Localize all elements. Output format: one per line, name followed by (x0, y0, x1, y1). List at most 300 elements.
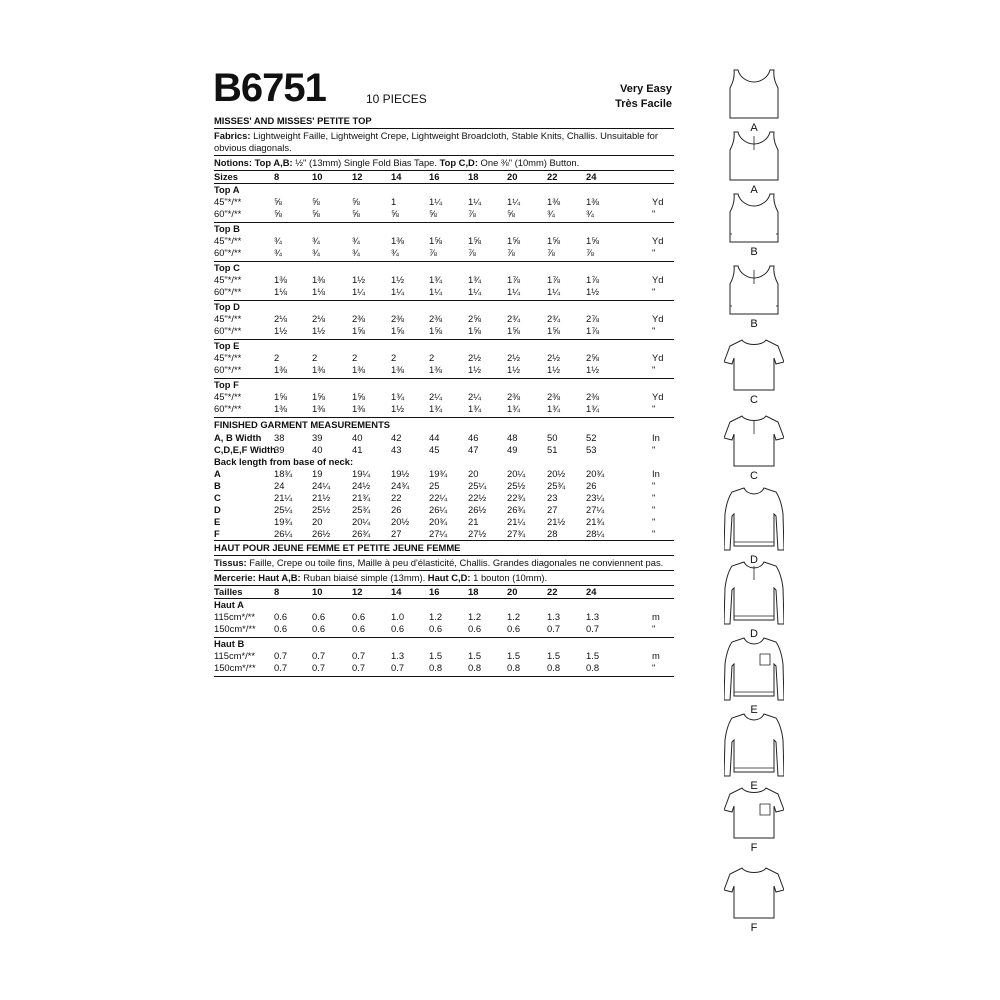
cell: 39 (274, 444, 285, 455)
cell: ⅝ (391, 208, 399, 219)
cell: ¾ (352, 235, 360, 246)
row-label: 60"*/** (214, 403, 242, 414)
cell: ⅝ (507, 208, 515, 219)
mercerie-label-2: Haut C,D: (427, 572, 471, 583)
cell: 25½ (312, 504, 331, 515)
row-label: C (214, 492, 221, 503)
cell: 26¼ (429, 504, 448, 515)
cell: 1⅝ (352, 391, 366, 402)
cell: ⅝ (429, 208, 437, 219)
cell: 1¾ (547, 403, 561, 414)
row-label: 150cm*/** (214, 662, 256, 673)
view-group-label: Haut B (214, 638, 245, 649)
cell: ⅞ (468, 247, 476, 258)
cell: 0.6 (352, 623, 366, 634)
cell: 39 (312, 432, 323, 443)
cell: 42 (391, 432, 402, 443)
cell: 1⅜ (312, 274, 326, 285)
row-label: 60"*/** (214, 208, 242, 219)
unit-cell: m (652, 650, 660, 661)
pieces-count: 10 PIECES (366, 92, 427, 106)
table-row (214, 492, 674, 504)
cell: 20¼ (507, 468, 526, 479)
cell: 2½ (547, 352, 561, 363)
row-label: B (214, 480, 221, 491)
cell: 1½ (391, 274, 405, 285)
cell: 19¾ (274, 516, 293, 527)
cell: 1⅝ (352, 325, 366, 336)
cell: 27¼ (429, 528, 448, 539)
view-letter: A (750, 122, 758, 134)
cell: 1⅜ (391, 235, 405, 246)
cell: 1⅛ (312, 286, 326, 297)
table-row (214, 444, 674, 456)
sizes-row (214, 586, 674, 598)
fabrics-label: Fabrics: (214, 130, 251, 141)
row-label: 45"*/** (214, 391, 242, 402)
row-label: 45"*/** (214, 352, 242, 363)
cell: ⅝ (352, 208, 360, 219)
cell: ¾ (312, 235, 320, 246)
cell: 19 (312, 468, 323, 479)
cell: 0.8 (586, 662, 600, 673)
cell: 1¾ (586, 403, 600, 414)
cell: 20½ (391, 516, 410, 527)
size-cell: 18 (468, 586, 479, 597)
cell: 1.5 (468, 650, 482, 661)
view-group-label: Top C (214, 262, 240, 273)
cell: ⅝ (274, 208, 282, 219)
cell: 1.2 (507, 611, 521, 622)
cell: 21¾ (352, 492, 371, 503)
table-row (214, 286, 674, 298)
garment-sketch (724, 336, 784, 412)
view-group-label: Top D (214, 301, 240, 312)
cell: 1¼ (507, 286, 521, 297)
cell: 20 (468, 468, 479, 479)
size-cell: 14 (391, 171, 402, 182)
cell: 1½ (312, 325, 326, 336)
cell: 1¼ (468, 286, 482, 297)
table-row (214, 208, 674, 220)
table-row (214, 480, 674, 492)
cell: 0.7 (352, 662, 366, 673)
cell: 2¾ (507, 313, 521, 324)
notions-en (214, 156, 674, 170)
size-cell: 10 (312, 586, 323, 597)
cell: 27½ (468, 528, 487, 539)
unit-cell: " (652, 528, 656, 539)
section-title-en: MISSES' AND MISSES' PETITE TOP (214, 115, 372, 126)
unit-cell: " (652, 504, 656, 515)
cell: 2⅜ (507, 391, 521, 402)
mercerie-fr (214, 571, 674, 585)
cell: 1¼ (429, 286, 443, 297)
cell: 0.8 (507, 662, 521, 673)
cell: 38 (274, 432, 285, 443)
cell: 2⅜ (352, 313, 366, 324)
sizes-label: Tailles (214, 586, 243, 597)
cell: 26½ (468, 504, 487, 515)
cell: 2¼ (429, 391, 443, 402)
cell: 1¾ (468, 274, 482, 285)
notions-text-2: One ⅜" (10mm) Button. (477, 157, 580, 168)
cell: ⅝ (312, 196, 320, 207)
cell: 26 (391, 504, 402, 515)
cell: ¾ (352, 247, 360, 258)
cell: 1.5 (586, 650, 600, 661)
row-label: 45"*/** (214, 313, 242, 324)
table-row (214, 623, 674, 635)
cell: 41 (352, 444, 363, 455)
cell: ⅞ (429, 247, 437, 258)
unit-cell: In (652, 468, 660, 479)
view-group-label: Top E (214, 340, 240, 351)
cell: 1⅞ (586, 325, 600, 336)
cell: 18¾ (274, 468, 293, 479)
unit-cell: Yd (652, 391, 664, 402)
yardage-table-en (214, 184, 674, 418)
cell: 1½ (391, 403, 405, 414)
cell: 2⅜ (391, 313, 405, 324)
view-letter: E (750, 704, 758, 716)
unit-cell: " (652, 623, 656, 634)
cell: 2¼ (468, 391, 482, 402)
mercerie-text: Ruban biaisé simple (13mm). (300, 572, 428, 583)
cell: 2¾ (547, 313, 561, 324)
table-row (214, 274, 674, 286)
sizes-label: Sizes (214, 171, 238, 182)
row-label: 45"*/** (214, 196, 242, 207)
cell: 48 (507, 432, 518, 443)
cell: 0.6 (468, 623, 482, 634)
view-letter: D (750, 554, 758, 566)
cell: 25½ (507, 480, 526, 491)
notions-text: ½" (13mm) Single Fold Bias Tape. (292, 157, 440, 168)
cell: 1⅝ (391, 325, 405, 336)
table-row (214, 468, 674, 480)
cell: 26¾ (507, 504, 526, 515)
cell: 19¾ (429, 468, 448, 479)
difficulty-en: Very Easy (620, 83, 672, 95)
row-label: 60"*/** (214, 247, 242, 258)
table-row (214, 403, 674, 415)
cell: 0.6 (274, 623, 288, 634)
cell: 1⅝ (468, 235, 482, 246)
cell: 1¾ (391, 391, 405, 402)
cell: 1⅝ (547, 325, 561, 336)
table-row (214, 516, 674, 528)
cell: 26¾ (352, 528, 371, 539)
cell: 19¼ (352, 468, 371, 479)
unit-cell: Yd (652, 313, 664, 324)
cell: 2 (429, 352, 435, 363)
row-label: C,D,E,F Width (214, 444, 276, 455)
cell: 27¼ (586, 504, 605, 515)
garment-drawing (724, 710, 784, 780)
cell: 1.5 (429, 650, 443, 661)
size-cell: 8 (274, 586, 280, 597)
cell: 21¼ (507, 516, 526, 527)
cell: 1⅜ (352, 403, 366, 414)
row-label: E (214, 516, 221, 527)
view-group-label: Top F (214, 379, 239, 390)
cell: 1⅜ (274, 403, 288, 414)
cell: ⅝ (312, 208, 320, 219)
cell: 2½ (507, 352, 521, 363)
garment-sketch (724, 190, 784, 266)
cell: ⅝ (274, 196, 282, 207)
garment-drawing (724, 558, 784, 628)
cell: 0.7 (391, 662, 405, 673)
width-table (214, 432, 674, 456)
cell: 1⅜ (274, 364, 288, 375)
cell: ¾ (312, 247, 320, 258)
table-row (214, 196, 674, 208)
cell: 51 (547, 444, 558, 455)
cell: ⅞ (468, 208, 476, 219)
tissus-label: Tissus: (214, 557, 247, 568)
cell: 22¾ (507, 492, 526, 503)
size-cell: 8 (274, 171, 280, 182)
size-cell: 20 (507, 171, 518, 182)
cell: 1.0 (391, 611, 405, 622)
unit-cell: " (652, 325, 656, 336)
cell: 53 (586, 444, 597, 455)
cell: 0.7 (312, 662, 326, 673)
cell: 2 (352, 352, 358, 363)
cell: 1¾ (468, 403, 482, 414)
row-label: 60"*/** (214, 325, 242, 336)
view-letter: C (750, 470, 758, 482)
cell: 25¼ (274, 504, 293, 515)
cell: 0.6 (507, 623, 521, 634)
cell: 1⅝ (507, 235, 521, 246)
cell: ⅞ (547, 247, 555, 258)
unit-cell: " (652, 364, 656, 375)
cell: 1¼ (352, 286, 366, 297)
cell: 1⅜ (586, 196, 600, 207)
cell: 1½ (274, 325, 288, 336)
cell: 45 (429, 444, 440, 455)
cell: 0.6 (274, 611, 288, 622)
cell: 19½ (391, 468, 410, 479)
cell: 0.7 (312, 650, 326, 661)
cell: 21¼ (274, 492, 293, 503)
cell: 1⅝ (274, 391, 288, 402)
cell: 1¼ (547, 286, 561, 297)
view-letter: D (750, 628, 758, 640)
table-row (214, 352, 674, 364)
cell: 21½ (312, 492, 331, 503)
unit-cell: In (652, 432, 660, 443)
row-label: F (214, 528, 220, 539)
size-cell: 20 (507, 586, 518, 597)
cell: 0.6 (312, 611, 326, 622)
row-label: 115cm*/** (214, 650, 255, 661)
cell: 26½ (312, 528, 331, 539)
notions-label-2: Top C,D: (439, 157, 478, 168)
cell: 25¾ (547, 480, 566, 491)
cell: 0.7 (547, 623, 561, 634)
cell: 1⅜ (429, 364, 443, 375)
cell: ¾ (547, 208, 555, 219)
back-length-title: Back length from base of neck: (214, 456, 354, 467)
cell: 1⅞ (547, 274, 561, 285)
table-row (214, 364, 674, 376)
view-letter: A (750, 184, 758, 196)
sizes-header-fr (214, 586, 674, 598)
cell: 0.8 (429, 662, 443, 673)
cell: 23 (547, 492, 558, 503)
cell: 1¼ (429, 196, 443, 207)
row-label: 115cm*/** (214, 611, 255, 622)
cell: 26¼ (274, 528, 293, 539)
cell: 2⅜ (547, 391, 561, 402)
size-cell: 18 (468, 171, 479, 182)
cell: 1.2 (468, 611, 482, 622)
size-cell: 16 (429, 171, 440, 182)
finished-title: FINISHED GARMENT MEASUREMENTS (214, 419, 391, 430)
cell: 1½ (547, 364, 561, 375)
cell: 49 (507, 444, 518, 455)
cell: 1.3 (547, 611, 561, 622)
cell: ¾ (391, 247, 399, 258)
cell: 1.3 (391, 650, 405, 661)
cell: 22½ (468, 492, 487, 503)
tissus-fr (214, 556, 674, 570)
cell: 1⅝ (547, 235, 561, 246)
cell: 1⅝ (507, 325, 521, 336)
cell: 21¾ (586, 516, 605, 527)
cell: 1¼ (507, 196, 521, 207)
table-row (214, 662, 674, 674)
row-label: 45"*/** (214, 274, 242, 285)
row-label: A (214, 468, 221, 479)
difficulty-fr: Très Facile (615, 98, 672, 110)
unit-cell: " (652, 662, 656, 673)
section-title-fr: HAUT POUR JEUNE FEMME ET PETITE JEUNE FEMME (214, 542, 461, 553)
unit-cell: " (652, 403, 656, 414)
cell: 2⅛ (274, 313, 288, 324)
cell: 2⅞ (586, 313, 600, 324)
cell: 2 (391, 352, 397, 363)
cell: 1½ (586, 364, 600, 375)
size-cell: 24 (586, 586, 597, 597)
cell: 20 (312, 516, 323, 527)
cell: 1⅜ (547, 196, 561, 207)
table-row (214, 611, 674, 623)
table-row (214, 432, 674, 444)
cell: 24¼ (312, 480, 331, 491)
cell: 27 (391, 528, 402, 539)
unit-cell: " (652, 492, 656, 503)
garment-sketch (724, 262, 784, 338)
row-label: 150cm*/** (214, 623, 256, 634)
cell: 24¾ (391, 480, 410, 491)
cell: 44 (429, 432, 440, 443)
cell: 47 (468, 444, 479, 455)
cell: 1⅛ (274, 286, 288, 297)
cell: 26 (586, 480, 597, 491)
cell: 1¼ (468, 196, 482, 207)
cell: 1⅜ (312, 403, 326, 414)
difficulty (560, 82, 672, 112)
table-row (214, 235, 674, 247)
cell: 2⅜ (429, 313, 443, 324)
cell: 0.6 (312, 623, 326, 634)
view-letter: B (750, 246, 758, 258)
cell: 1⅝ (429, 325, 443, 336)
size-cell: 14 (391, 586, 402, 597)
size-cell: 22 (547, 171, 558, 182)
unit-cell: " (652, 444, 656, 455)
cell: 1.5 (507, 650, 521, 661)
row-label: A, B Width (214, 432, 262, 443)
row-label: 60"*/** (214, 364, 242, 375)
cell: 1½ (507, 364, 521, 375)
cell: 20¼ (352, 516, 371, 527)
cell: 1¾ (429, 274, 443, 285)
cell: 1⅝ (429, 235, 443, 246)
cell: 2⅛ (312, 313, 326, 324)
cell: 1⅝ (586, 235, 600, 246)
cell: 1⅞ (586, 274, 600, 285)
sizes-header-en (214, 171, 674, 183)
unit-cell: Yd (652, 196, 664, 207)
cell: 27 (547, 504, 558, 515)
table-row (214, 313, 674, 325)
cell: 52 (586, 432, 597, 443)
row-label: D (214, 504, 221, 515)
cell: ¾ (274, 235, 282, 246)
cell: ¾ (274, 247, 282, 258)
table-row (214, 504, 674, 516)
row-label: 60"*/** (214, 286, 242, 297)
cell: 2 (274, 352, 280, 363)
cell: 1⅝ (468, 325, 482, 336)
cell: ¾ (586, 208, 594, 219)
table-row (214, 325, 674, 337)
cell: 28¼ (586, 528, 605, 539)
size-cell: 24 (586, 171, 597, 182)
garment-sketch (724, 784, 784, 860)
cell: 40 (312, 444, 323, 455)
unit-cell: " (652, 480, 656, 491)
view-group-label: Top B (214, 223, 240, 234)
fabrics-en (214, 129, 674, 155)
cell: 25¼ (468, 480, 487, 491)
cell: 2⅜ (586, 391, 600, 402)
garment-sketch (724, 558, 784, 640)
view-letter: F (750, 922, 758, 934)
notions-label: Notions: Top A,B: (214, 157, 293, 168)
cell: 1¾ (507, 403, 521, 414)
cell: 1¼ (391, 286, 405, 297)
unit-cell: Yd (652, 274, 664, 285)
tissus-text: Faille, Crepe ou toile fins, Maille à peu d'élasticité, Challis. Grandes diagonales ne conviennent pas. (246, 557, 664, 568)
garment-sketch (724, 484, 784, 566)
cell: 22¼ (429, 492, 448, 503)
cell: 1¾ (429, 403, 443, 414)
cell: 2 (312, 352, 318, 363)
cell: 24 (274, 480, 285, 491)
cell: 0.8 (547, 662, 561, 673)
cell: 0.6 (352, 611, 366, 622)
garment-sketch (724, 710, 784, 792)
view-group-label: Haut A (214, 599, 244, 610)
unit-cell: " (652, 247, 656, 258)
